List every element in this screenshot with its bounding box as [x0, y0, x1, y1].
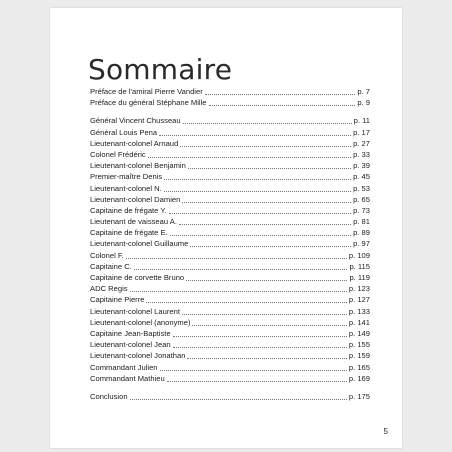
- dot-leader: [179, 216, 351, 225]
- toc-entry-title: Lieutenant-colonel N.: [90, 183, 162, 193]
- toc-entry-page: p. 175: [348, 391, 370, 401]
- toc-entry-page: p. 159: [348, 351, 370, 361]
- toc-entry-title: Capitaine C.: [90, 261, 132, 271]
- dot-leader: [173, 328, 347, 337]
- toc-entry: [90, 97, 370, 108]
- toc-entry: [90, 272, 370, 283]
- toc-entry: [90, 205, 370, 216]
- toc-entry-page: p. 45: [353, 172, 370, 182]
- dot-leader: [160, 362, 347, 371]
- toc-entry-title: Capitaine de frégate E.: [90, 228, 168, 238]
- toc-entry-title: Capitaine Jean-Baptiste: [90, 328, 171, 338]
- toc-entry-title: Lieutenant-colonel (anonyme): [90, 317, 191, 327]
- toc-entry-page: p. 33: [353, 149, 370, 159]
- dot-leader: [130, 283, 347, 292]
- dot-leader: [169, 205, 352, 214]
- toc-entry-page: p. 81: [353, 217, 370, 227]
- toc-entry-title: Général Louis Pena: [90, 127, 158, 137]
- toc-entry: [90, 317, 370, 328]
- toc-group-closing: [90, 391, 370, 402]
- toc-entry: [90, 160, 370, 171]
- toc-entry: [90, 306, 370, 317]
- toc-entry-title: Colonel F.: [90, 250, 124, 260]
- toc-group-chapters: [90, 115, 370, 384]
- dot-leader: [187, 350, 346, 359]
- toc-entry: [90, 127, 370, 138]
- toc-entry-page: p. 9: [357, 98, 370, 108]
- toc-entry: [90, 138, 370, 149]
- dot-leader: [130, 391, 347, 400]
- book-page: [50, 8, 402, 448]
- toc-entry-page: p. 39: [353, 161, 370, 171]
- toc-entry: [90, 350, 370, 361]
- toc-entry: [90, 171, 370, 182]
- toc-group-prefaces: [90, 86, 370, 108]
- toc-entry-title: Lieutenant de vaisseau A.: [90, 217, 177, 227]
- toc-entry-page: p. 155: [348, 340, 370, 350]
- dot-leader: [126, 250, 347, 259]
- toc-entry-page: p. 149: [348, 328, 370, 338]
- dot-leader: [188, 160, 351, 169]
- toc-entry-title: Lieutenant-colonel Benjamin: [90, 161, 186, 171]
- toc-entry-page: p. 89: [353, 228, 370, 238]
- toc-entry-title: Général Vincent Chusseau: [90, 116, 181, 126]
- toc-entry: [90, 373, 370, 384]
- group-spacer: [90, 108, 370, 115]
- toc-entry: [90, 283, 370, 294]
- page-number: 5: [383, 427, 388, 436]
- toc-entry-page: p. 119: [349, 273, 370, 282]
- dot-leader: [186, 272, 347, 281]
- toc-entry-page: p. 169: [348, 373, 370, 383]
- toc-entry: [90, 391, 370, 402]
- dot-leader: [164, 183, 351, 192]
- toc-entry-title: Capitaine de frégate Y.: [90, 205, 167, 215]
- toc-entry: [90, 328, 370, 339]
- toc-entry-title: Premier-maître Denis: [90, 172, 163, 182]
- toc-entry-title: Lieutenant-colonel Arnaud: [90, 138, 179, 148]
- dot-leader: [205, 86, 356, 95]
- toc-entry-title: Conclusion: [90, 391, 128, 401]
- toc-entry-page: p. 165: [348, 362, 370, 372]
- dot-leader: [159, 127, 351, 136]
- toc-entry: [90, 339, 370, 350]
- dot-leader: [170, 227, 351, 236]
- toc-entry-title: ADC Regis: [90, 284, 128, 294]
- toc-entry-title: Capitaine Pierre: [90, 295, 145, 305]
- toc-entry: [90, 183, 370, 194]
- toc-entry: [90, 86, 370, 97]
- toc-entry-title: Colonel Frédéric: [90, 149, 146, 159]
- toc-entry-page: p. 17: [353, 127, 370, 137]
- dot-leader: [182, 194, 351, 203]
- dot-leader: [183, 115, 352, 124]
- toc-entry: [90, 194, 370, 205]
- table-of-contents: [90, 86, 370, 402]
- group-spacer: [90, 384, 370, 391]
- toc-entry-title: Lieutenant-colonel Guillaume: [90, 239, 189, 249]
- page-title: Sommaire: [88, 52, 233, 86]
- dot-leader: [164, 171, 351, 180]
- dot-leader: [134, 261, 348, 270]
- toc-entry-page: p. 97: [353, 239, 370, 249]
- toc-entry-page: p. 73: [353, 205, 370, 215]
- toc-entry-title: Capitaine de corvette Bruno: [90, 273, 185, 282]
- toc-entry-page: p. 27: [353, 138, 370, 148]
- dot-leader: [146, 294, 346, 303]
- toc-entry-title: Lieutenant-colonel Damien: [90, 194, 181, 204]
- toc-entry-page: p. 133: [348, 306, 370, 316]
- toc-entry: [90, 227, 370, 238]
- dot-leader: [190, 238, 351, 247]
- toc-entry: [90, 216, 370, 227]
- toc-entry: [90, 149, 370, 160]
- toc-entry-page: p. 127: [348, 295, 370, 305]
- toc-entry-title: Préface du général Stéphane Mille: [90, 98, 207, 108]
- toc-entry-title: Préface de l'amiral Pierre Vandier: [90, 87, 203, 96]
- dot-leader: [180, 138, 351, 147]
- toc-entry: [90, 250, 370, 261]
- toc-entry: [90, 294, 370, 305]
- toc-entry-page: p. 115: [349, 261, 370, 271]
- toc-entry: [90, 115, 370, 126]
- toc-entry-page: p. 11: [353, 116, 370, 126]
- toc-entry-title: Commandant Mathieu: [90, 373, 165, 383]
- toc-entry: [90, 362, 370, 373]
- dot-leader: [148, 149, 351, 158]
- toc-entry-page: p. 7: [357, 87, 370, 96]
- toc-entry: [90, 261, 370, 272]
- dot-leader: [209, 97, 356, 106]
- toc-entry-page: p. 123: [348, 284, 370, 294]
- toc-entry-page: p. 65: [353, 194, 370, 204]
- dot-leader: [192, 317, 346, 326]
- dot-leader: [182, 306, 347, 315]
- toc-entry-page: p. 141: [348, 317, 370, 327]
- toc-entry-title: Lieutenant-colonel Laurent: [90, 306, 180, 316]
- toc-entry-title: Lieutenant-colonel Jean: [90, 340, 171, 350]
- toc-entry-title: Commandant Julien: [90, 362, 158, 372]
- toc-entry-title: Lieutenant-colonel Jonathan: [90, 351, 186, 361]
- dot-leader: [167, 373, 347, 382]
- toc-entry-page: p. 109: [348, 250, 370, 260]
- dot-leader: [173, 339, 347, 348]
- toc-entry-page: p. 53: [353, 183, 370, 193]
- toc-entry: [90, 238, 370, 249]
